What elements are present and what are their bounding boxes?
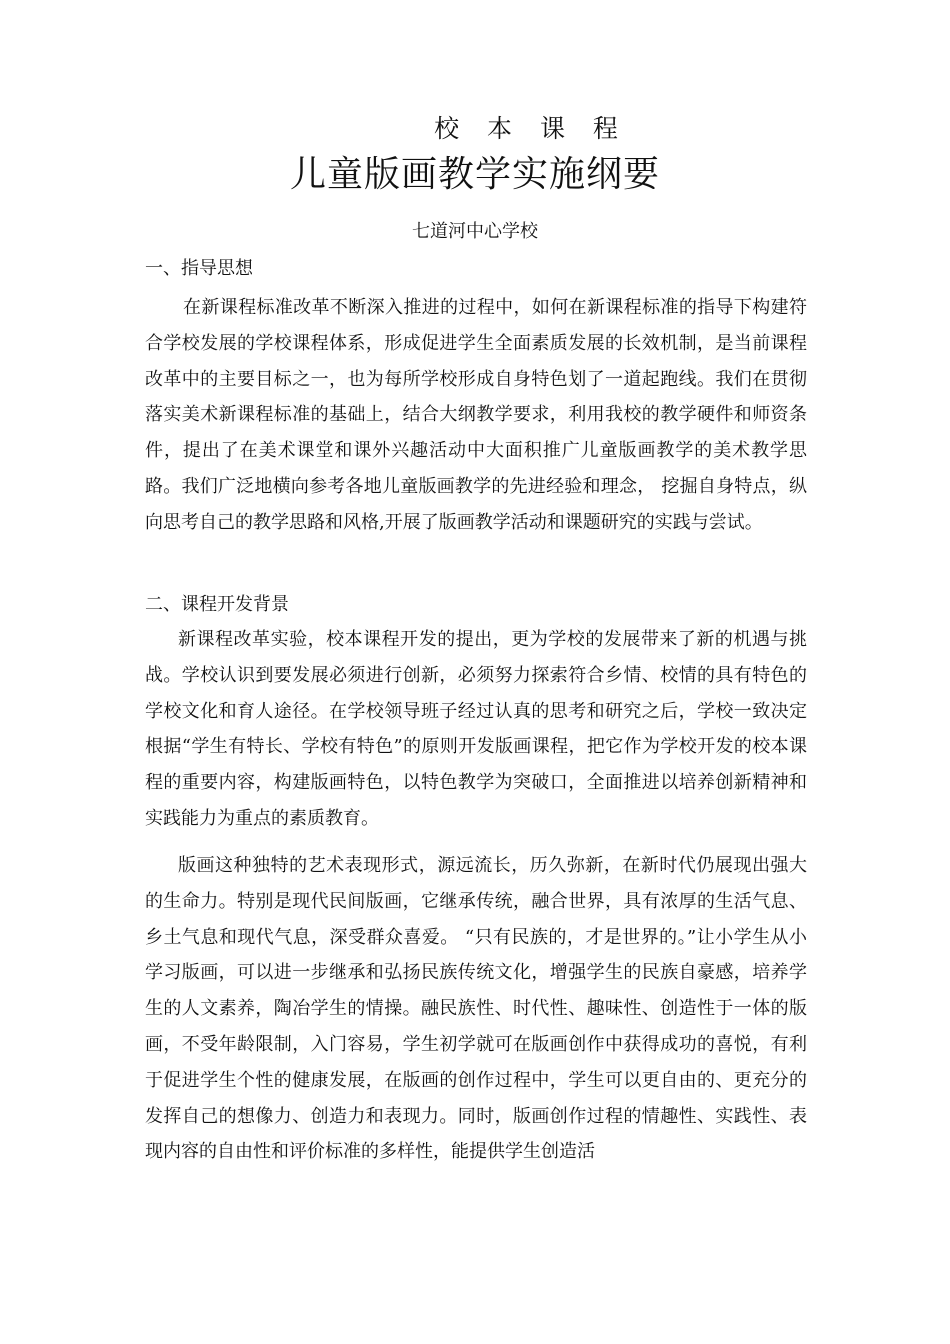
section-heading-background: 二、课程开发背景: [145, 594, 289, 615]
course-type-label: 校 本 课 程: [434, 114, 628, 143]
paragraph-background-1: 新课程改革实验，校本课程开发的提出，更为学校的发展带来了新的机遇与挑战。学校认识到要发展必须进行创新，必须努力探索符合乡情、校情的具有特色的学校文化和育人途径。在学校领导班子经过认真的思考和研究之后，学校一致决定根据“学生有特长、学校有特色”的原则开发版画课程，把它作为学校开发的校本课程的重要内容，构建版画特色，以特色教学为突破口，全面推进以培养创新精神和实践能力为重点的素质教育。: [145, 629, 807, 829]
school-name: 七道河中心学校: [412, 221, 538, 242]
paragraph-background-2: 版画这种独特的艺术表现形式，源远流长，历久弥新，在新时代仍展现出强大的生命力。特别是现代民间版画，它继承传统，融合世界，具有浓厚的生活气息、乡土气息和现代气息，深受群众喜爱。 “只有民族的，才是世界的。”让小学生从小学习版画，可以进一步继承和弘扬民族传统文化，增强学生的民族自豪感，培养学生的人文素养，陶冶学生的情操。融民族性、时代性、趣味性、创造性于一体的版画，不受年龄限制，入门容易，学生初学就可在版画创作中获得成功的喜悦，有利于促进学生个性的健康发展，在版画的创作过程中，学生可以更自由的、更充分的发挥自己的想像力、创造力和表现力。同时，版画创作过程的情趣性、实践性、表现内容的自由性和评价标准的多样性，能提供学生创造活: [145, 855, 807, 1163]
document-title: 儿童版画教学实施纲要: [289, 154, 660, 195]
section-heading-guiding-ideology: 一、指导思想: [145, 258, 253, 279]
paragraph-guiding-ideology: 在新课程标准改革不断深入推进的过程中，如何在新课程标准的指导下构建符合学校发展的学校课程体系，形成促进学生全面素质发展的长效机制，是当前课程改革中的主要目标之一，也为每所学校形成自身特色划了一道起跑线。我们在贯彻落实美术新课程标准的基础上，结合大纲教学要求，利用我校的教学硬件和师资条件，提出了在美术课堂和课外兴趣活动中大面积推广儿童版画教学的美术教学思路。我们广泛地横向参考各地儿童版画教学的先进经验和理念， 挖掘自身特点，纵向思考自己的教学思路和风格,开展了版画教学活动和课题研究的实践与尝试。: [145, 297, 807, 533]
